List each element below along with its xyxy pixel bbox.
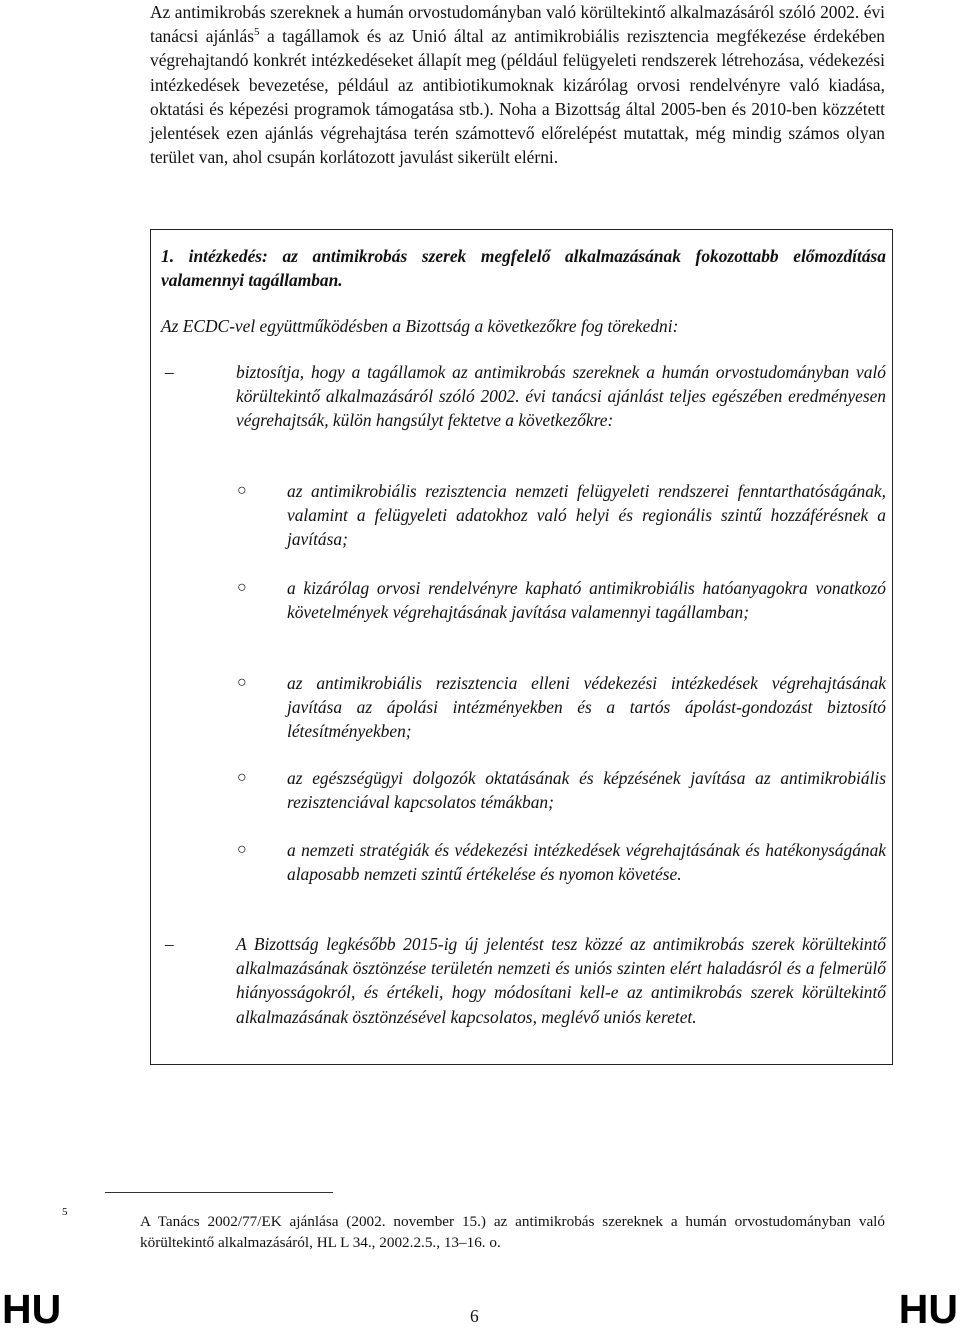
action-title: 1. intézkedés: az antimikrobás szerek megfelelő alkalmazásának fokozottabb előmozdítása valamennyi tagállamban. — [161, 246, 886, 291]
intro-text-part2: a tagállamok és az Unió által az antimikrobiális rezisztencia megfékezése érdekében végrehajtandó konkrét intézkedéseket állapít meg (például felügyeleti rendszerek létrehozása, védekezési intézkedések bevezetése, például az antibiotikumoknak kizárólag orvosi rendelvényre való kiadása, oktatási és képezési programok támogatása stb.). Noha a Bizottság által 2005-ben és 2010-ben közzétett jelentések ezen ajánlás végrehajtása terén számottevő előrelépést mutattak, még mindig számos olyan terület van, ahol csupán korlátozott javulást sikerült elérni. — [150, 26, 885, 168]
sub-item-text: a nemzeti stratégiák és védekezési intézkedések végrehajtásának és hatékonyságának alaposabb nemzeti szintű értékelése és nyomon követése. — [287, 840, 886, 885]
dash-item-text: biztosítja, hogy a tagállamok az antimikrobás szereknek a humán orvostudományban való körültekintő alkalmazásáról szóló 2002. évi tanácsi ajánlást teljes egészében eredményesen végrehajtsák, külön hangsúlyt fektetve a következőkre: — [236, 362, 886, 431]
intro-text-part1: Az antimikrobás szereknek a humán orvostudományban való körültekintő alkalmazásáról szóló 2002. évi tanácsi ajánlás — [150, 2, 885, 47]
circle-bullet-icon: ○ — [237, 769, 247, 786]
sub-item-text: az egészségügyi dolgozók oktatásának és képzésének javítása az antimikrobiális rezisztenciával kapcsolatos témákban; — [287, 768, 886, 813]
action-intro: Az ECDC-vel együttműködésben a Bizottság a következőkre fog törekedni: — [161, 316, 679, 336]
sub-item-text: az antimikrobiális rezisztencia elleni védekezési intézkedések végrehajtásának javítása az ápolási intézményekben és a tartós ápolást-gondozást biztosító létesítményekben; — [287, 673, 886, 742]
action-box — [150, 229, 893, 1065]
circle-bullet-icon: ○ — [237, 674, 247, 691]
sub-item-text: a kizárólag orvosi rendelvényre kapható antimikrobiális hatóanyagokra vonatkozó követelmények végrehajtásának javítása valamennyi tagállamban; — [287, 578, 886, 623]
footnote-text: A Tanács 2002/77/EK ajánlása (2002. november 15.) az antimikrobás szereknek a humán orvostudományban való körültekintő alkalmazásáról, HL L 34., 2002.2.5., 13–16. o. — [140, 1213, 885, 1251]
footnote-number: 5 — [62, 1206, 68, 1218]
language-code-right: HU — [898, 1286, 958, 1332]
circle-bullet-icon: ○ — [237, 482, 247, 499]
dash-marker: – — [165, 934, 174, 954]
language-code-left: HU — [2, 1286, 62, 1332]
circle-bullet-icon: ○ — [237, 579, 247, 596]
page-number: 6 — [470, 1306, 479, 1326]
circle-bullet-icon: ○ — [237, 841, 247, 858]
dash-item-text: A Bizottság legkésőbb 2015-ig új jelentést tesz közzé az antimikrobás szerek körültekintő alkalmazásának ösztönzése területén nemzeti és uniós szinten elért haladásról és a felmerülő hiányosságokról, és értékeli, hogy módosítani kell-e az antimikrobás szerek körültekintő alkalmazásának ösztönzésével kapcsolatos, meglévő uniós keretet. — [236, 934, 886, 1027]
footnote-separator — [105, 1192, 333, 1193]
intro-paragraph — [150, 0, 885, 169]
footnote-reference[interactable]: 5 — [254, 26, 260, 39]
dash-marker: – — [165, 362, 174, 382]
sub-item-text: az antimikrobiális rezisztencia nemzeti felügyeleti rendszerei fenntarthatóságának, valamint a felügyeleti adatokhoz való helyi és regionális szintű hozzáférésnek a javítása; — [287, 481, 886, 550]
